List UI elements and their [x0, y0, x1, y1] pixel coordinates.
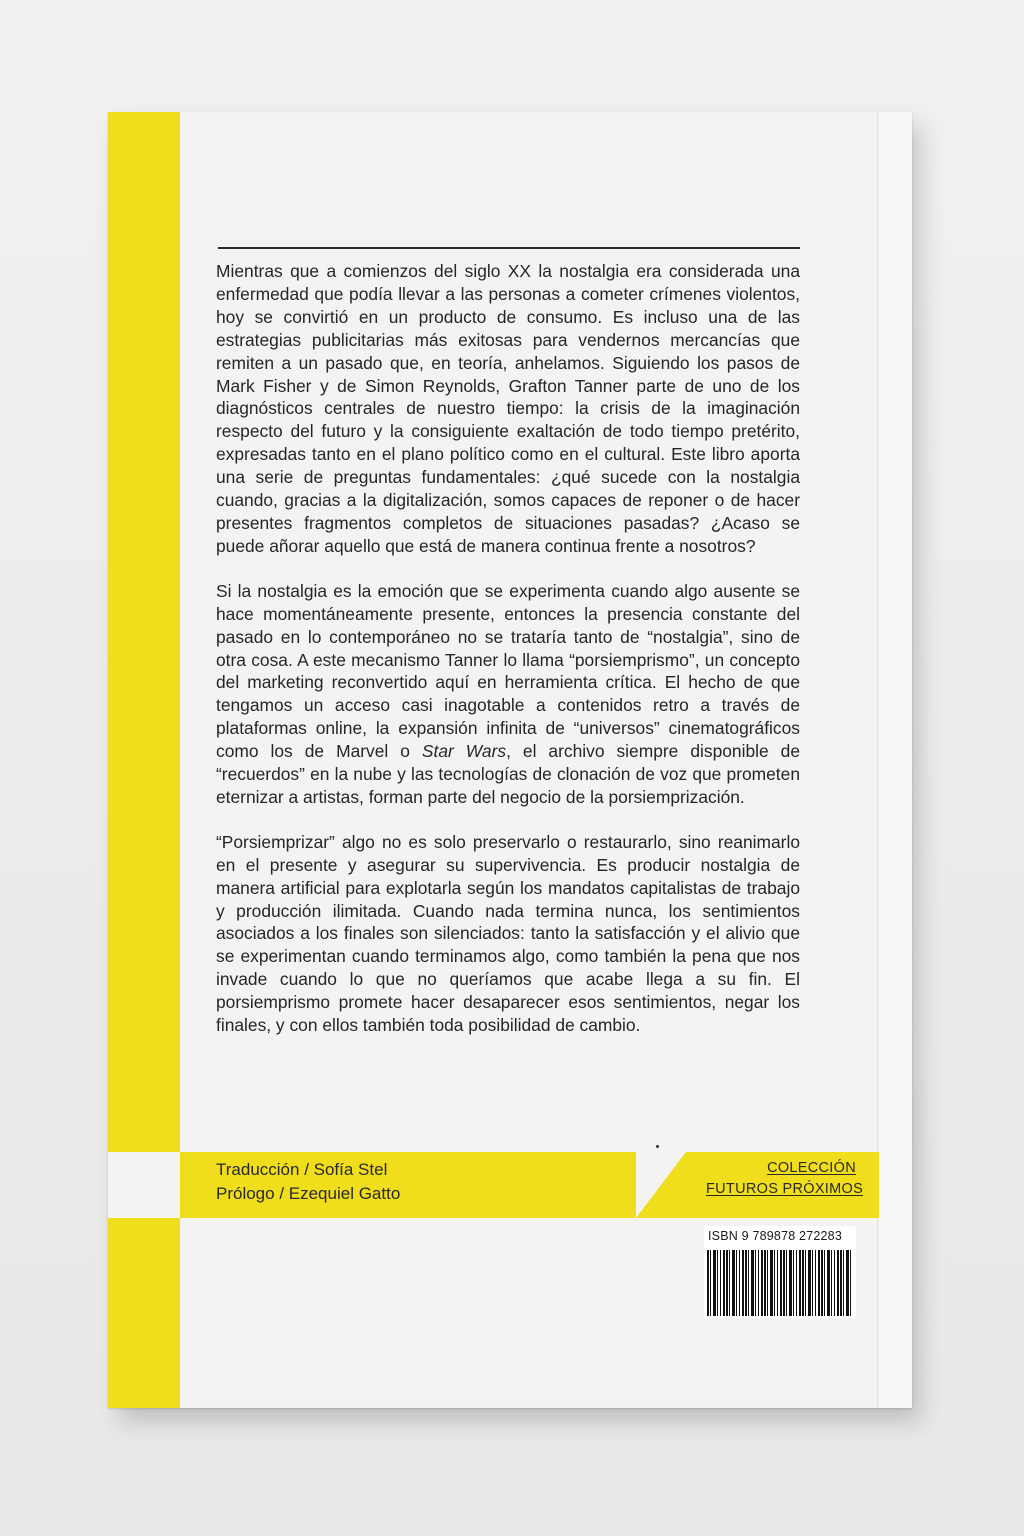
blurb-text	[216, 260, 800, 1059]
blurb-italic-title: Star Wars	[421, 741, 507, 762]
barcode-icon	[707, 1250, 853, 1316]
ink-dot	[656, 1145, 659, 1148]
top-rule	[218, 247, 800, 249]
blurb-paragraph-2-part-a: Si la nostalgia es la emoción que se experimenta cuando algo ausente se hace momentáneamente presente, entonces la presencia constante del pasado en lo contemporáneo no se trataría tanto de “nostalgia”, sino de otra cosa. A este mecanismo Tanner lo llama “porsiemprismo”, un concepto del marketing reconvertido aquí en herramienta crítica. El hecho de que tengamos un acceso casi inagotable a contenidos retro a través de plataformas online, la expansión infinita de “universos” cinematográficos como los de Marvel o	[216, 580, 800, 762]
collection-line-2: FUTUROS PRÓXIMOS	[706, 1181, 864, 1197]
isbn-number: ISBN 9 789878 272283	[708, 1229, 842, 1243]
yellow-corner-block	[108, 1218, 180, 1408]
collection-label	[706, 1158, 864, 1200]
credit-translation: Traducción / Sofía Stel	[216, 1160, 388, 1179]
blurb-paragraph-2-part-b: , el archivo siempre disponible de “recuerdos” en la nube y las tecnologías de clonación de voz que prometen eternizar a artistas, forman parte del negocio de la porsiemprización.	[216, 741, 800, 807]
cover-flap	[879, 112, 912, 1408]
blurb-paragraph-1: Mientras que a comienzos del siglo XX la nostalgia era considerada una enfermedad que podía llevar a las personas a cometer crímenes violentos, hoy se convirtió en un producto de consumo. Es incluso una de las estrategias publicitarias más exitosas para vendernos mercancías que remiten a un pasado que, en teoría, anhelamos. Siguiendo los pasos de Mark Fisher y de Simon Reynolds, Grafton Tanner parte de uno de los diagnósticos centrales de nuestro tiempo: la crisis de la imaginación respecto del futuro y la consiguiente exaltación de todo tiempo pretérito, expresadas tanto en el plano político como en el cultural. Este libro aporta una serie de preguntas fundamentales: ¿qué sucede con la nostalgia cuando, gracias a la digitalización, somos capaces de reponer o de hacer presentes fragmentos completos de situaciones pasadas? ¿Acaso se puede añorar aquello que está de manera continua frente a nosotros?	[216, 261, 800, 556]
collection-line-1: COLECCIÓN	[767, 1160, 856, 1176]
blurb-paragraph-3: “Porsiemprizar” algo no es solo preservarlo o restaurarlo, sino reanimarlo en el presente y asegurar su supervivencia. Es producir nostalgia de manera artificial para explotarla según los mandatos capitalistas de trabajo y producción ilimitada. Cuando nada termina nunca, los sentimientos asociados a los finales son silenciados: tanto la satisfacción y el alivio que se experimentan cuando terminamos algo, como también la pena que nos invade cuando lo que no queríamos que acabe llega a su fin. El porsiemprismo promete hacer desaparecer esos sentimientos, negar los finales, y con ellos también toda posibilidad de cambio.	[216, 831, 800, 1036]
book-back-cover	[108, 112, 912, 1408]
white-corner-block	[108, 1152, 180, 1218]
credit-prologue: Prólogo / Ezequiel Gatto	[216, 1184, 401, 1203]
credits	[216, 1158, 400, 1206]
blurb-paragraph-2	[216, 580, 800, 809]
isbn-barcode-box	[704, 1226, 856, 1318]
